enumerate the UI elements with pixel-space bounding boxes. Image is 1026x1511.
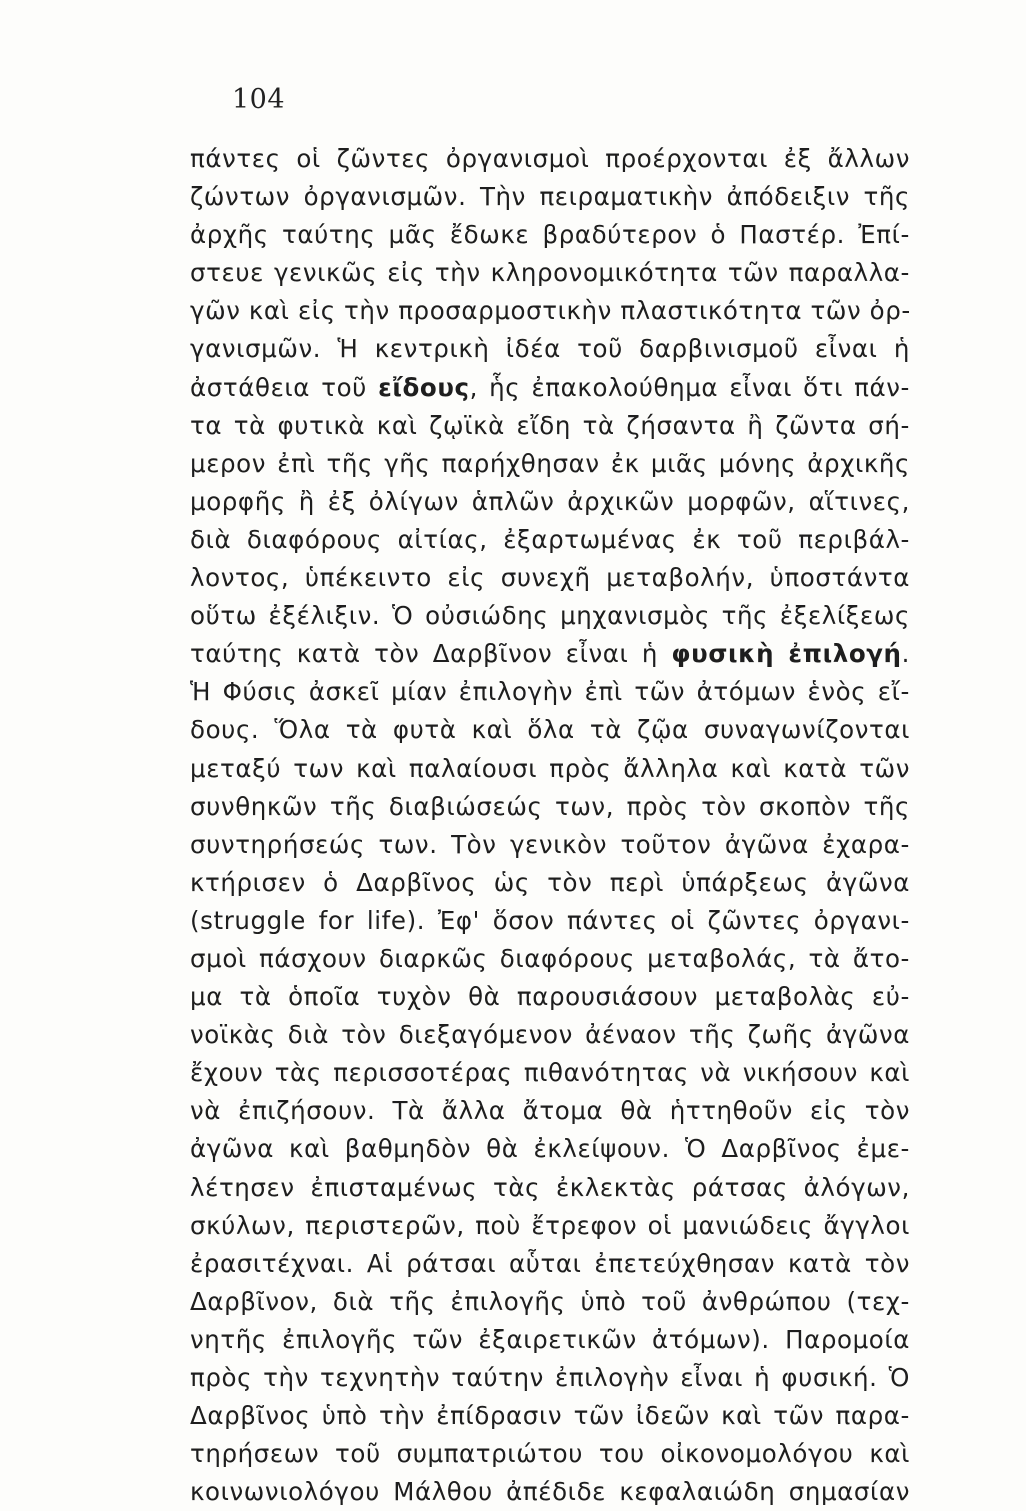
text-line: νὰ ἐπιζήσουν. Τὰ ἄλλα ἄτομα θὰ ἡττηθοῦν εἰς τὸν xyxy=(190,1096,910,1126)
text-line: ἐρασιτέχναι. Αἱ ράτσαι αὗται ἐπετεύχθησαν κατὰ τὸν xyxy=(190,1248,910,1278)
text-line: οὕτω ἐξέλιξιν. Ὁ οὐσιώδης μηχανισμὸς τῆς ἐξελίξεως xyxy=(190,601,910,631)
text-line: τα τὰ φυτικὰ καὶ ζῳϊκὰ εἴδη τὰ ζήσαντα ἢ ζῶντα σή- xyxy=(190,410,910,440)
text-line: μεταξύ των καὶ παλαίουσι πρὸς ἄλληλα καὶ κατὰ τῶν xyxy=(190,753,910,783)
text-line: μορφῆς ἢ ἐξ ὀλίγων ἁπλῶν ἀρχικῶν μορφῶν, αἵτινες, xyxy=(190,486,910,516)
text-line: δους. Ὅλα τὰ φυτὰ καὶ ὅλα τὰ ζῷα συναγωνίζονται xyxy=(190,715,910,745)
text-line: πρὸς τὴν τεχνητὴν ταύτην ἐπιλογὴν εἶναι ἡ φυσική. Ὁ xyxy=(190,1363,910,1392)
text-line: Δαρβῖνος ὑπὸ τὴν ἐπίδρασιν τῶν ἰδεῶν καὶ τῶν παρα- xyxy=(190,1401,910,1431)
text-line: γῶν καὶ εἰς τὴν προσαρμοστικὴν πλαστικότητα τῶν ὀρ- xyxy=(190,296,911,326)
text-span: ταύτης κατὰ τὸν Δαρβῖνον εἶναι ἡ xyxy=(190,639,672,669)
text-line: Δαρβῖνον, διὰ τῆς ἐπιλογῆς ὑπὸ τοῦ ἀνθρώπου (τεχ- xyxy=(190,1286,910,1316)
text-line: διὰ διαφόρους αἰτίας, ἐξαρτωμένας ἐκ τοῦ περιβάλ- xyxy=(190,524,910,554)
text-span: , ἧς ἐπακολούθημα εἶναι ὅτι πάν- xyxy=(469,372,910,402)
emphasized-term: εἴδους xyxy=(378,372,470,402)
page-number: 104 xyxy=(232,84,286,115)
text-line: στευε γενικῶς εἰς τὴν κληρονομικότητα τῶν παραλλα- xyxy=(190,258,910,288)
text-line: συνθηκῶν τῆς διαβιώσεώς των, πρὸς τὸν σκοπὸν τῆς xyxy=(190,791,910,821)
text-line: σκύλων, περιστερῶν, ποὺ ἔτρεφον οἱ μανιώδεις ἄγγλοι xyxy=(190,1210,910,1240)
text-line: κτήρισεν ὁ Δαρβῖνος ὡς τὸν περὶ ὑπάρξεως ἀγῶνα xyxy=(190,867,910,897)
emphasized-term: φυσικὴ ἐπιλογή xyxy=(671,639,902,669)
text-line: κοινωνιολόγου Μάλθου ἀπέδιδε κεφαλαιώδη σημασίαν xyxy=(190,1477,910,1507)
text-span: ἀστάθεια τοῦ xyxy=(190,372,379,402)
text-span: . xyxy=(901,639,910,669)
text-line: σμοὶ πάσχουν διαρκῶς διαφόρους μεταβολάς, τὰ ἄτο- xyxy=(190,943,910,973)
text-line: τηρήσεων τοῦ συμπατριώτου του οἰκονομολόγου καὶ xyxy=(190,1439,910,1469)
text-line: πάντες οἱ ζῶντες ὀργανισμοὶ προέρχονται ἐξ ἄλλων xyxy=(190,144,910,173)
text-line: λοντος, ὑπέκειντο εἰς συνεχῆ μεταβολήν, ὑποστάντα xyxy=(190,563,910,593)
text-line: νοϊκὰς διὰ τὸν διεξαγόμενον ἀέναον τῆς ζωῆς ἀγῶνα xyxy=(190,1020,910,1050)
text-line: μα τὰ ὁποῖα τυχὸν θὰ παρουσιάσουν μεταβολὰς εὐ- xyxy=(190,982,910,1012)
text-line xyxy=(190,369,910,407)
text-line: μερον ἐπὶ τῆς γῆς παρήχθησαν ἐκ μιᾶς μόνης ἀρχικῆς xyxy=(190,448,910,478)
text-line: ζώντων ὀργανισμῶν. Τὴν πειραματικὴν ἀπόδειξιν τῆς xyxy=(190,182,910,212)
text-line: γανισμῶν. Ἡ κεντρικὴ ἰδέα τοῦ δαρβινισμοῦ εἶναι ἡ xyxy=(190,334,910,364)
text-line: συντηρήσεώς των. Τὸν γενικὸν τοῦτον ἀγῶνα ἐχαρα- xyxy=(190,829,910,859)
text-line: (struggle for life). Ἐφ' ὅσον πάντες οἱ ζῶντες ὀργανι- xyxy=(190,905,910,935)
text-line: ἀρχῆς ταύτης μᾶς ἔδωκε βραδύτερον ὁ Παστέρ. Ἐπί- xyxy=(190,220,910,250)
text-line xyxy=(190,635,910,673)
text-line: ἔχουν τὰς περισσοτέρας πιθανότητας νὰ νικήσουν καὶ xyxy=(190,1058,910,1088)
text-line: νητῆς ἐπιλογῆς τῶν ἐξαιρετικῶν ἀτόμων). Παρομοία xyxy=(190,1324,910,1354)
text-line: ἀγῶνα καὶ βαθμηδὸν θὰ ἐκλείψουν. Ὁ Δαρβῖνος ἐμε- xyxy=(190,1134,910,1164)
text-line: λέτησεν ἐπισταμένως τὰς ἐκλεκτὰς ράτσας ἀλόγων, xyxy=(190,1172,910,1202)
text-line: Ἡ Φύσις ἀσκεῖ μίαν ἐπιλογὴν ἐπὶ τῶν ἀτόμων ἑνὸς εἴ- xyxy=(190,677,910,707)
body-text xyxy=(190,140,910,1511)
